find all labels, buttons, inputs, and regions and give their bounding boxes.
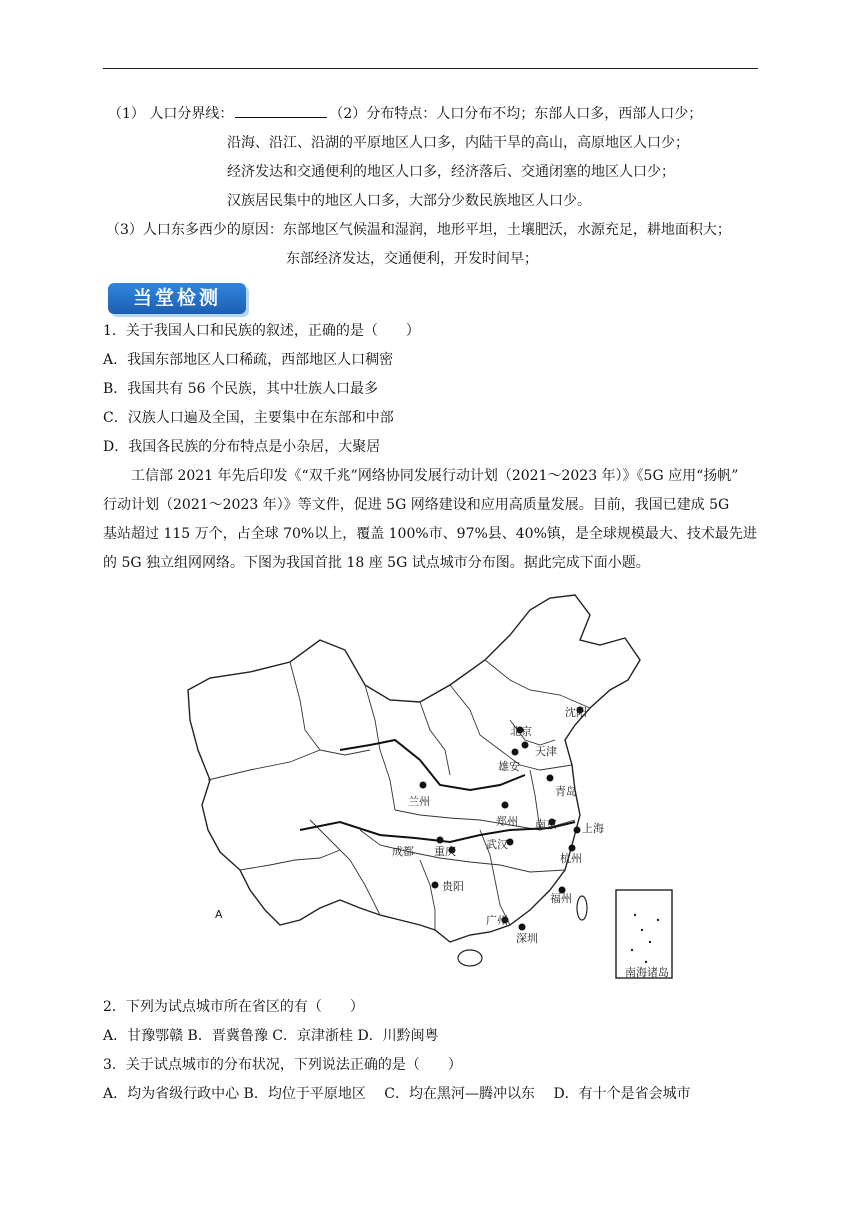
- city-label-guangzhou: 广州: [486, 914, 508, 927]
- city-label-shenzhen: 深圳: [516, 932, 538, 945]
- passage-line-3: 基站超过 115 万个，占全球 70%以上，覆盖 100%市、97%县、40%镇，是全球规模最大、技术最先进: [103, 526, 757, 542]
- passage-line-4: 的 5G 独立组网网络。下图为我国首批 18 座 5G 试点城市分布图。据此完成下面小题。: [103, 555, 650, 571]
- question1-option-d[interactable]: D．我国各民族的分布特点是小杂居，大聚居: [103, 439, 381, 455]
- city-markers: [392, 705, 604, 945]
- city-label-hangzhou: 杭州: [560, 852, 582, 865]
- city-label-qingdao: 青岛: [555, 785, 577, 798]
- city-dot-tianjin: [522, 742, 529, 749]
- note-q1-label: （1） 人口分界线：: [108, 106, 234, 122]
- city-label-wuhan: 武汉: [486, 838, 508, 851]
- question1-option-a[interactable]: A．我国东部地区人口稀疏，西部地区人口稠密: [103, 352, 394, 368]
- city-dot-shanghai: [574, 827, 581, 834]
- city-label-lanzhou: 兰州: [408, 795, 430, 808]
- city-label-fuzhou: 福州: [550, 892, 572, 905]
- city-dot-shenzhen: [519, 924, 526, 931]
- city-label-tianjin: 天津: [535, 745, 557, 758]
- city-label-zhengzhou: 郑州: [496, 815, 518, 828]
- city-label-guiyang: 贵阳: [442, 880, 464, 893]
- city-dot-guiyang: [432, 882, 439, 889]
- question2-options[interactable]: A．甘豫鄂赣 B．晋冀鲁豫 C．京津浙桂 D．川黔闽粤: [103, 1028, 439, 1044]
- city-label-beijing: 北京: [510, 725, 532, 738]
- region-a-label: A: [215, 908, 223, 921]
- question1-stem: 1．关于我国人口和民族的叙述，正确的是（ ）: [103, 323, 420, 339]
- city-label-chengdu: 成都: [392, 845, 414, 858]
- question3-options[interactable]: A．均为省级行政中心 B．均位于平原地区 C．均在黑河—腾冲以东 D．有十个是省会城市: [103, 1086, 691, 1102]
- city-dot-hangzhou: [569, 845, 576, 852]
- question1-option-c[interactable]: C．汉族人口遍及全国，主要集中在东部和中部: [103, 410, 394, 426]
- question1-option-b[interactable]: B．我国共有 56 个民族，其中壮族人口最多: [103, 381, 379, 397]
- city-dot-qingdao: [547, 775, 554, 782]
- china-5g-map: [180, 590, 680, 985]
- south-china-sea-inset: [616, 890, 672, 978]
- city-dot-chengdu: [437, 837, 444, 844]
- note-q2-line4: 汉族居民集中的地区人口多，大部分少数民族地区人口少。: [227, 193, 591, 209]
- taiwan-island: [577, 896, 587, 920]
- passage-line-2: 行动计划（2021～2023 年）》等文件，促进 5G 网络建设和应用高质量发展。目前，我国已建成 5G: [103, 497, 730, 513]
- city-label-shenyang: 沈阳: [565, 706, 587, 719]
- note-q3-line2: 东部经济发达，交通便利，开发时间早；: [286, 251, 538, 267]
- note-q2-line3: 经济发达和交通便利的地区人口多，经济落后、交通闭塞的地区人口少；: [227, 164, 675, 180]
- city-label-shanghai: 上海: [582, 822, 604, 835]
- note-q3-line1: （3）人口东多西少的原因：东部地区气候温和湿润，地形平坦，土壤肥沃，水源充足，耕地面积大；: [106, 222, 731, 238]
- passage-line-1: 工信部 2021 年先后印发《“双千兆”网络协同发展行动计划（2021～2023 年）》《5G 应用“扬帆”: [131, 468, 739, 484]
- question3-stem: 3．关于试点城市的分布状况，下列说法正确的是（ ）: [103, 1057, 462, 1073]
- note-q1-line: [108, 103, 702, 124]
- note-q2-line2: 沿海、沿江、沿湖的平原地区人口多，内陆干旱的高山，高原地区人口少；: [227, 135, 689, 151]
- question2-stem: 2．下列为试点城市所在省区的有（ ）: [103, 999, 364, 1015]
- city-dot-zhengzhou: [502, 802, 509, 809]
- city-dot-lanzhou: [420, 782, 427, 789]
- inset-label: 南海诸岛: [625, 966, 669, 979]
- answer-blank[interactable]: [235, 103, 327, 118]
- section-badge: 当堂检测: [108, 283, 246, 314]
- city-dot-xiongan: [512, 749, 519, 756]
- city-label-xiongan: 雄安: [498, 760, 520, 773]
- note-q2-lead: （2）分布特点：人口分布不均；东部人口多，西部人口少；: [329, 106, 703, 122]
- hainan-island: [458, 950, 482, 966]
- header-rule: [103, 68, 758, 69]
- city-label-nanjing: 南京: [535, 818, 557, 831]
- city-label-chongqing: 重庆: [434, 845, 456, 858]
